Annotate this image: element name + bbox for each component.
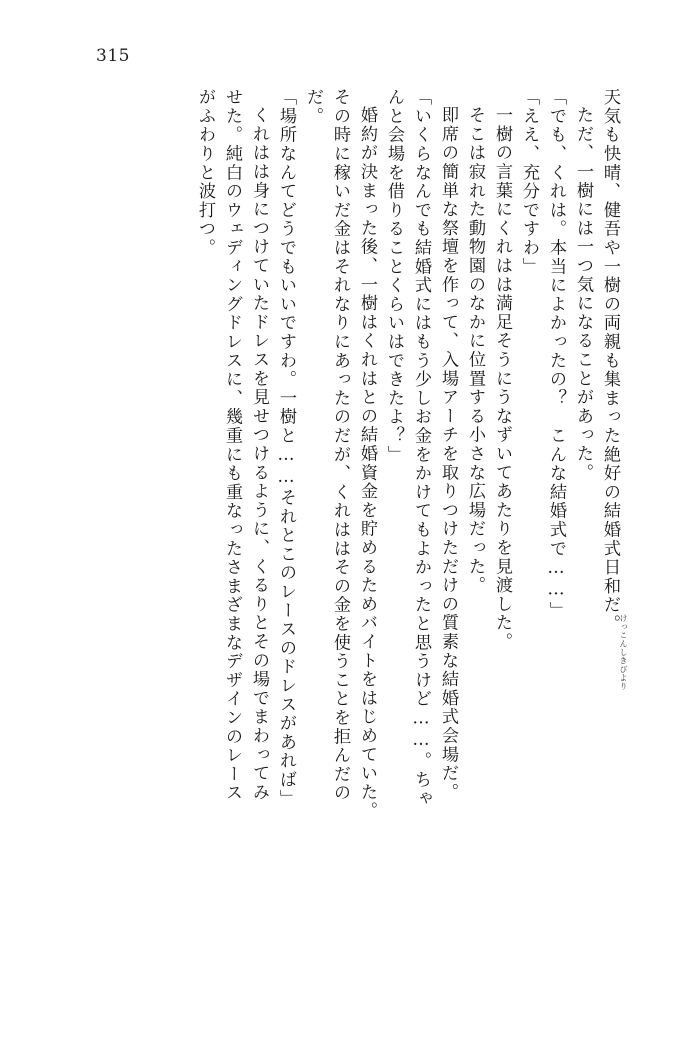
text-line: 「いくらなんでも結婚式にはもう少しお金をかけてもよかったと思うけど……。ちゃ (411, 88, 431, 808)
text-line: せた。純白のウェディングドレスに、幾重にも重なったさまざまなデザインのレース (222, 88, 242, 803)
text-line: 「場所なんてどうでもいいですわ。一樹と……それとこのレースのドレスがあれば」 (276, 88, 296, 808)
text-line: 婚約が決まった後、一樹はくれはとの結婚資金を貯めるためバイトをはじめていた。 (357, 106, 377, 821)
vertical-text-body (78, 88, 618, 978)
text-line: んと会場を借りることくらいはできたよ？」 (384, 88, 404, 464)
text-line: 「でも、くれは。本当によかったの？ こんな結婚式で……」 (546, 88, 566, 620)
text-line: 天気も快晴、健吾や一樹の両親も集まった絶好の結婚式日和だ。 (600, 88, 620, 634)
text-line: その時に稼いだ金はそれなりにあったのだが、くれははその金を使うことを拒んだの (330, 88, 350, 803)
text-line: そこは寂れた動物園のなかに位置する小さな広場だった。 (465, 106, 485, 595)
text-line: ただ、一樹には一つ気になることがあった。 (573, 106, 593, 482)
text-line: 即席の簡単な祭壇を作って、入場アーチを取りつけただけの質素な結婚式会場だ。 (438, 106, 458, 802)
text-line: がふわりと波打つ。 (195, 88, 215, 258)
text-line: 一樹の言葉にくれはは満足そうにうなずいてあたりを見渡した。 (492, 106, 512, 652)
text-line: 「ええ、充分ですわ」 (519, 88, 539, 276)
text-line: くれはは身につけていたドレスを見せつけるように、くるりとその場でまわってみ (249, 106, 269, 802)
text-line: だ。 (303, 88, 323, 126)
page-number: 315 (96, 46, 130, 66)
ruby-annotation: けっこんしきびより (619, 614, 628, 691)
